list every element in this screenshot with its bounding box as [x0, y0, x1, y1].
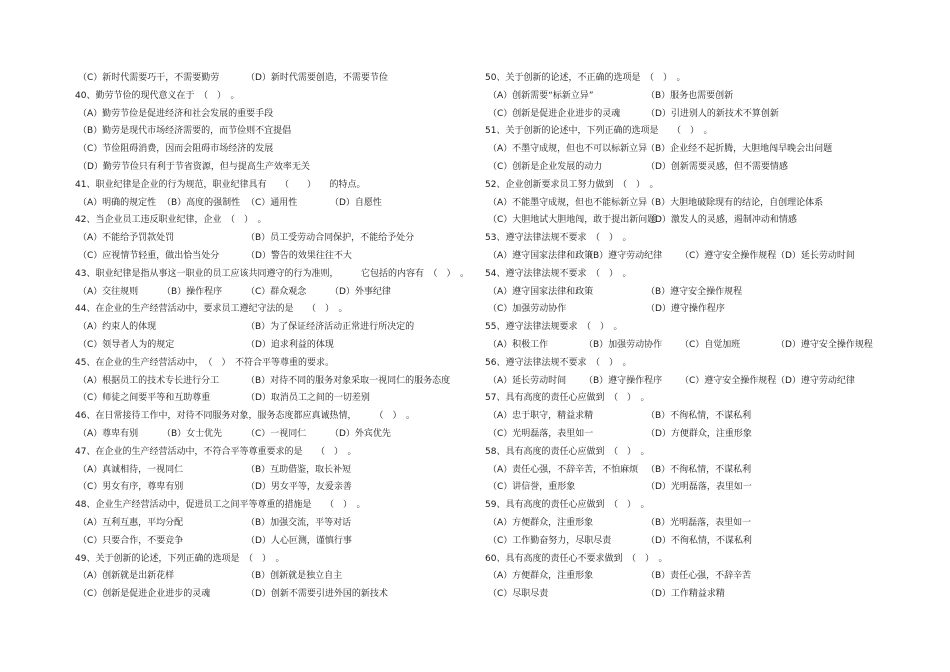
answer-option: （D）外宾优先 [330, 428, 391, 439]
answer-option: （A）责任心强，不辞辛苦，不怕麻烦 [488, 464, 639, 475]
answer-option: （B）员工受劳动合同保护，不能给予处分 [246, 233, 415, 244]
question-text: 47、在企业的生产经营活动中，不符合平等尊重要求的是 （ ） 。 [75, 446, 357, 457]
answer-option: （A）明确的规定性 [78, 197, 157, 208]
question-text: 46、在日常接待工作中，对待不同服务对象，服务态度都应真诚热情， （ ） 。 [75, 411, 415, 422]
answer-options-row [485, 337, 905, 355]
answer-options-row [485, 515, 905, 533]
answer-option: （D）创新需要灵感，但不需要情感 [646, 161, 788, 172]
answer-option: （D）光明磊落，表里如一 [646, 482, 752, 493]
answer-options-row [75, 462, 475, 480]
answer-option: （B）加强劳动协作 [584, 339, 663, 350]
answer-option: （D）遵守劳动纪律 [776, 375, 855, 386]
answer-option: （A）创新需要“标新立异” [488, 90, 594, 101]
answer-options-row [75, 479, 475, 497]
answer-option: （B）高度的强制性 [162, 197, 241, 208]
answer-option: （A）方便群众，注重形象 [488, 517, 594, 528]
answer-option: （A）不能给予罚款处罚 [78, 233, 175, 244]
answer-option: （A）创新就是出新花样 [78, 571, 175, 582]
answer-option: （C）领导者人为的规定 [78, 339, 175, 350]
answer-options-row [75, 195, 475, 213]
answer-option: （C）遵守安全操作规程 [680, 250, 777, 261]
answer-option: （D）方便群众，注重形象 [646, 428, 752, 439]
answer-option: （B）遵守安全操作规程 [646, 286, 743, 297]
question-text: 53、遵守法律法规不要求 （ ） 。 [485, 233, 632, 244]
answer-option: （D）不徇私情，不谋私利 [646, 535, 752, 546]
answer-option: （A）不墨守成规，但也不可以标新立异 [488, 144, 648, 155]
answer-option: （D）取消员工之间的一切差别 [246, 393, 370, 404]
answer-option: （A）尊卑有别 [78, 428, 139, 439]
answer-option: （D）引进别人的新技术不算创新 [646, 108, 779, 119]
answer-option: （B）勤劳是现代市场经济需要的，而节俭则不宜提倡 [78, 126, 292, 137]
question-text: 60、具有高度的责任心不要求做到 （ ） 。 [485, 553, 668, 564]
answer-option: （C）尽职尽责 [488, 589, 549, 600]
answer-options-row [75, 337, 475, 355]
question-text: 58、具有高度的责任心应做到 （ ） 。 [485, 446, 650, 457]
answer-option: （C）自觉加班 [680, 339, 741, 350]
question-text: 49、关于创新的论述，下列正确的选项是 （ ） 。 [75, 553, 285, 564]
question-text: 57、具有高度的责任心应做到 （ ） 。 [485, 393, 650, 404]
answer-option: （C）节俭阻碍消费，因而会阻碍市场经济的发展 [78, 144, 274, 155]
answer-option: （D）勤劳节俭只有利于节省资源，但与提高生产效率无关 [78, 161, 310, 172]
answer-options-row [75, 586, 475, 604]
question-text: 51、关于创新的论述中，下列正确的选项是 （ ） 。 [485, 126, 713, 137]
answer-options-row [485, 88, 905, 106]
left-column [75, 70, 475, 604]
answer-options-row [485, 426, 905, 444]
answer-option: （B）为了保证经济活动正常进行所决定的 [246, 322, 415, 333]
answer-option: （B）责任心强，不辞辛苦 [646, 571, 752, 582]
question-text: 59、具有高度的责任心应做到 （ ） 。 [485, 500, 650, 511]
answer-option: （C）应视情节轻重，做出恰当处分 [78, 250, 220, 261]
answer-option: （D）自愿性 [330, 197, 382, 208]
answer-option: （A）交往规则 [78, 286, 139, 297]
answer-options-row [75, 390, 475, 408]
answer-option: （B）不徇私情，不谋私利 [646, 464, 752, 475]
answer-options-row [75, 70, 475, 88]
answer-option: （B）遵守劳动纪律 [584, 250, 663, 261]
answer-options-row [485, 586, 905, 604]
answer-options-row [75, 426, 475, 444]
answer-options-row [75, 319, 475, 337]
answer-option: （B）遵守操作程序 [584, 375, 663, 386]
answer-option: （B）对待不同的服务对象采取一视同仁的服务态度 [246, 375, 451, 386]
answer-option: （C）大胆地试大胆地闯，敢于提出新问题 [488, 215, 657, 226]
answer-option: （C）新时代需要巧干，不需要勤劳 [78, 73, 220, 83]
answer-option: （C）工作勤奋努力，尽职尽责 [488, 535, 612, 546]
answer-option: （C）一视同仁 [246, 428, 307, 439]
answer-option: （B）服务也需要创新 [646, 90, 734, 101]
answer-options-row [485, 462, 905, 480]
answer-options-row [75, 515, 475, 533]
answer-option: （D）工作精益求精 [646, 589, 725, 600]
answer-option: （A）方便群众，注重形象 [488, 571, 594, 582]
answer-option: （D）延长劳动时间 [776, 250, 855, 261]
question-text: 54、遵守法律法规不要求 （ ） 。 [485, 268, 632, 279]
answer-option: （A）遵守国家法律和政策 [488, 250, 594, 261]
answer-options-row [485, 533, 905, 551]
answer-options-row [485, 301, 905, 319]
answer-options-row [485, 373, 905, 391]
answer-options-row [485, 195, 905, 213]
answer-options-row [485, 159, 905, 177]
answer-options-row [75, 230, 475, 248]
question-text: 52、企业创新要求员工努力做到 （ ） 。 [485, 179, 659, 190]
answer-options-row [485, 141, 905, 159]
question-text: 44、在企业的生产经营活动中，要求员工遵纪守法的是 （ ） 。 [75, 304, 348, 315]
answer-options-row [75, 568, 475, 586]
answer-option: （A）约束人的体现 [78, 322, 157, 333]
answer-option: （B）加强交流，平等对话 [246, 517, 352, 528]
question-text: 40、勤劳节俭的现代意义在于 （ ） 。 [75, 90, 240, 101]
answer-options-row [75, 533, 475, 551]
answer-option: （B）企业经不起折腾，大胆地闯早晚会出问题 [646, 144, 833, 155]
answer-option: （C）遵守安全操作规程 [680, 375, 777, 386]
question-text: 42、当企业员工违反职业纪律，企业 （ ） 。 [75, 215, 267, 226]
answer-option: （C）创新是促进企业进步的灵魂 [78, 589, 211, 600]
answer-option: （D）激发人的灵感，遏制冲动和情感 [646, 215, 797, 226]
question-text: 50、关于创新的论述，不正确的选项是 （ ） 。 [485, 73, 686, 83]
answer-option: （A）遵守国家法律和政策 [488, 286, 594, 297]
answer-option: （B）互助借鉴，取长补短 [246, 464, 352, 475]
answer-option: （C）师徒之间要平等和互助尊重 [78, 393, 211, 404]
answer-option: （D）男女平等，友爱亲善 [246, 482, 352, 493]
answer-options-row [485, 284, 905, 302]
question-text: 41、职业纪律是企业的行为规范，职业纪律具有 （ ） 的特点。 [75, 179, 366, 190]
answer-options-row [485, 106, 905, 124]
answer-option: （C）男女有序，尊卑有别 [78, 482, 184, 493]
answer-options-row [75, 284, 475, 302]
answer-option: （C）群众观念 [246, 286, 307, 297]
answer-option: （B）创新就是独立自主 [246, 571, 343, 582]
answer-option: （B）不徇私情，不谋私利 [646, 411, 752, 422]
answer-option: （D）创新不需要引进外国的新技术 [246, 589, 388, 600]
question-text: 55、遵守法律法规要求 （ ） 。 [485, 322, 623, 333]
answer-option: （A）延长劳动时间 [488, 375, 567, 386]
answer-option: （A）忠于职守，精益求精 [488, 411, 594, 422]
answer-options-row [75, 373, 475, 391]
answer-option: （D）追求利益的体现 [246, 339, 334, 350]
answer-option: （D）警告的效果往往不大 [246, 250, 352, 261]
answer-option: （C）创新是促进企业进步的灵魂 [488, 108, 621, 119]
answer-option: （C）光明磊落，表里如一 [488, 428, 594, 439]
answer-options-row [485, 212, 905, 230]
right-column [485, 70, 905, 604]
answer-options-row [485, 248, 905, 266]
answer-option: （B）女士优先 [162, 428, 223, 439]
question-text: 43、职业纪律是指从事这一职业的员工应该共同遵守的行为准则， 它包括的内容有 （ ） 。 [75, 268, 469, 279]
answer-option: （A）互利互惠，平均分配 [78, 517, 184, 528]
answer-option: （A）积极工作 [488, 339, 549, 350]
answer-options-row [485, 408, 905, 426]
answer-option: （A）真诚相待，一视同仁 [78, 464, 184, 475]
answer-option: （D）人心叵测，谨慎行事 [246, 535, 352, 546]
answer-option: （B）操作程序 [162, 286, 223, 297]
answer-option: （C）创新是企业发展的动力 [488, 161, 603, 172]
question-text: 56、遵守法律法规不要求 （ ） 。 [485, 357, 632, 368]
answer-option: （C）讲信誉，重形象 [488, 482, 576, 493]
answer-options-row [75, 248, 475, 266]
answer-option: （C）只要合作，不要竞争 [78, 535, 184, 546]
answer-option: （D）遵守安全操作规程 [776, 339, 873, 350]
answer-option: （D）遵守操作程序 [646, 304, 725, 315]
answer-option: （A）根据员工的技术专长进行分工 [78, 375, 220, 386]
answer-options-row [485, 568, 905, 586]
answer-option: （D）新时代需要创造，不需要节俭 [246, 73, 388, 83]
question-text: 45、在企业的生产经营活动中， （ ） 不符合平等尊重的要求。 [75, 357, 334, 368]
answer-option: （B）光明磊落，表里如一 [646, 517, 752, 528]
answer-option: （C）加强劳动协作 [488, 304, 567, 315]
question-text: 48、企业生产经营活动中，促进员工之间平等尊重的措施是 （ ） 。 [75, 500, 366, 511]
answer-option: （C）通用性 [246, 197, 298, 208]
answer-options-row [485, 479, 905, 497]
answer-option: （B）大胆地破除现有的结论，自创理论体系 [646, 197, 824, 208]
answer-option: （A）勤劳节俭是促进经济和社会发展的重要手段 [78, 108, 274, 119]
answer-option: （A）不能墨守成规，但也不能标新立异 [488, 197, 648, 208]
answer-option: （D）外事纪律 [330, 286, 391, 297]
